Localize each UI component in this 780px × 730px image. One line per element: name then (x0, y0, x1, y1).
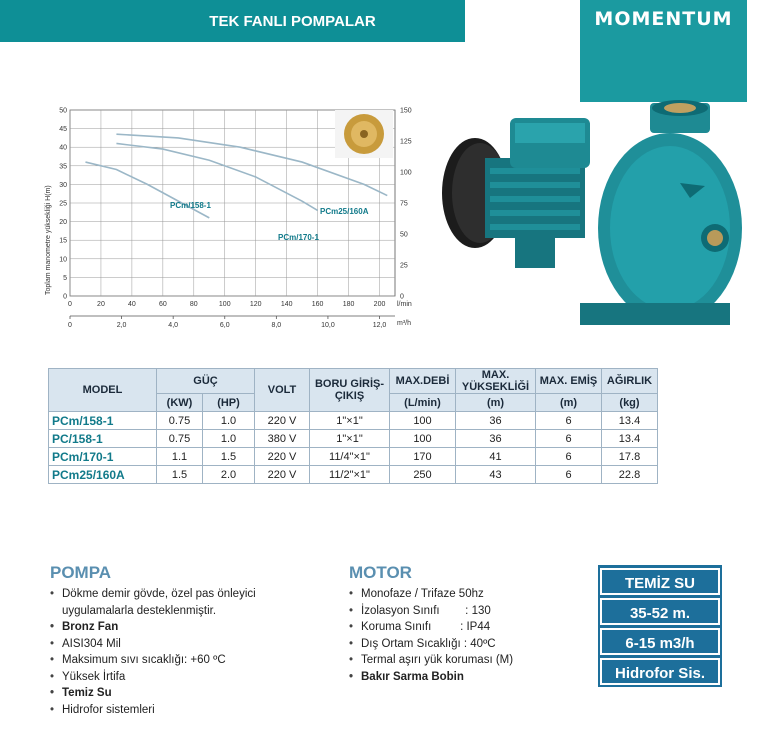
cell-agirlik: 13.4 (602, 430, 658, 448)
badge-height: 35-52 m. (600, 598, 720, 625)
x2-tick-label: 8,0 (271, 322, 282, 329)
cell-model: PCm25/160A (49, 466, 157, 484)
col-volt: VOLT (255, 369, 310, 412)
y2-tick-label: 125 (400, 138, 412, 146)
cell-agirlik: 22.8 (602, 466, 658, 484)
x-tick-label: 140 (280, 301, 293, 308)
cell-yuk: 41 (456, 448, 536, 466)
y-tick-label: 40 (59, 144, 67, 152)
y-tick-label: 15 (59, 237, 67, 245)
cell-agirlik: 17.8 (602, 448, 658, 466)
cell-model: PCm/158-1 (49, 412, 157, 430)
x-tick-label: 100 (218, 301, 231, 308)
col-yuk-unit: (m) (456, 394, 536, 412)
motor-title: MOTOR (349, 563, 412, 582)
pompa-title: POMPA (50, 563, 112, 582)
y-axis-label: Toplam manometre yüksekliği H(m) (45, 185, 52, 295)
y-tick-label: 30 (59, 181, 67, 189)
cell-yuk: 36 (456, 430, 536, 448)
y-tick-label: 5 (63, 274, 67, 282)
cell-debi: 250 (390, 466, 456, 484)
cell-boru: 1"×1" (310, 430, 390, 448)
y-tick-label: 35 (59, 163, 67, 171)
x-tick-label: 40 (128, 301, 136, 308)
x-tick-label: 180 (342, 301, 355, 308)
badge-hidrofor: Hidrofor Sis. (600, 658, 720, 685)
y-tick-label: 45 (59, 126, 67, 134)
cell-kw: 0.75 (157, 412, 203, 430)
col-debi-unit: (L/min) (390, 394, 456, 412)
table-row (49, 412, 658, 430)
cell-kw: 1.1 (157, 448, 203, 466)
list-item: • Monofaze / Trifaze 50hz (349, 586, 589, 603)
y-tick-label: 0 (63, 293, 67, 301)
col-model: MODEL (49, 369, 157, 412)
list-item: • Temiz Su (50, 685, 320, 702)
col-agirlik: AĞIRLIK (602, 369, 658, 394)
spec-table (48, 368, 658, 484)
cell-emis: 6 (536, 448, 602, 466)
cell-emis: 6 (536, 466, 602, 484)
header-title: TEK FANLI POMPALAR (209, 12, 376, 30)
x2-tick-label: 0 (68, 322, 72, 329)
cell-kw: 1.5 (157, 466, 203, 484)
cell-hp: 1.0 (203, 430, 255, 448)
cell-hp: 2.0 (203, 466, 255, 484)
col-debi: MAX.DEBİ (390, 369, 456, 394)
y2-tick-label: 25 (400, 262, 408, 270)
cell-model: PCm/170-1 (49, 448, 157, 466)
col-agirlik-unit: (kg) (602, 394, 658, 412)
list-item: • Dökme demir gövde, özel pas önleyici uygulamalarla desteklenmiştir. (50, 586, 320, 619)
x2-tick-label: 10,0 (321, 322, 335, 329)
y2-tick-label: 150 (400, 107, 412, 115)
cell-hp: 1.0 (203, 412, 255, 430)
list-item: • Hidrofor sistemleri (50, 702, 320, 719)
list-item: • Termal aşırı yük koruması (M) (349, 652, 589, 669)
cell-boru: 11/2"×1" (310, 466, 390, 484)
x-tick-label: 200 (373, 301, 386, 308)
pump-image (430, 98, 750, 338)
series-label: PCm/158-1 (170, 201, 211, 210)
cell-debi: 100 (390, 412, 456, 430)
cell-volt: 220 V (255, 466, 310, 484)
list-item: • Bakır Sarma Bobin (349, 669, 589, 686)
cell-hp: 1.5 (203, 448, 255, 466)
x2-tick-label: 2,0 (116, 322, 127, 329)
pompa-list (50, 586, 320, 718)
col-boru: BORU GİRİŞ-ÇIKIŞ (310, 369, 390, 412)
list-item: • İzolasyon Sınıfı : 130 (349, 603, 589, 620)
x-unit-label: l/min (397, 301, 412, 308)
cell-boru: 1"×1" (310, 412, 390, 430)
series-line (116, 143, 317, 210)
badge-flow: 6-15 m3/h (600, 628, 720, 655)
x-tick-label: 160 (311, 301, 324, 308)
x-tick-label: 120 (249, 301, 262, 308)
cell-yuk: 36 (456, 412, 536, 430)
cell-volt: 220 V (255, 412, 310, 430)
motor-list (349, 586, 589, 685)
col-emis-unit: (m) (536, 394, 602, 412)
col-yuk: MAX. YÜKSEKLİĞİ (456, 369, 536, 394)
list-item: • AISI304 Mil (50, 636, 320, 653)
y-tick-label: 50 (59, 107, 67, 115)
col-guc: GÜÇ (157, 369, 255, 394)
y2-tick-label: 100 (400, 169, 412, 177)
table-row (49, 448, 658, 466)
x-tick-label: 20 (97, 301, 105, 308)
cell-volt: 380 V (255, 430, 310, 448)
col-kw: (KW) (157, 394, 203, 412)
series-label: PCm/170-1 (278, 233, 319, 242)
y2-tick-label: 50 (400, 231, 408, 239)
x-tick-label: 0 (68, 301, 72, 308)
list-item: • Koruma Sınıfı : IP44 (349, 619, 589, 636)
y-tick-label: 20 (59, 219, 67, 227)
col-emis: MAX. EMİŞ (536, 369, 602, 394)
badge-temiz-su: TEMİZ SU (600, 568, 720, 595)
cell-kw: 0.75 (157, 430, 203, 448)
cell-debi: 100 (390, 430, 456, 448)
cell-model: PC/158-1 (49, 430, 157, 448)
cell-yuk: 43 (456, 466, 536, 484)
cell-volt: 220 V (255, 448, 310, 466)
list-item: • Yüksek İrtifa (50, 669, 320, 686)
list-item: • Maksimum sıvı sıcaklığı: +60 ºC (50, 652, 320, 669)
cell-emis: 6 (536, 430, 602, 448)
y2-tick-label: 0 (400, 293, 404, 301)
series-label: PCm25/160A (320, 207, 369, 216)
brand-logo: MOMENTUM (594, 8, 733, 30)
x2-tick-label: 12,0 (372, 322, 387, 329)
table-row (49, 466, 658, 484)
list-item: • Bronz Fan (50, 619, 320, 636)
table-row (49, 430, 658, 448)
x2-tick-label: 4,0 (168, 322, 179, 329)
col-hp: (HP) (203, 394, 255, 412)
y-tick-label: 25 (59, 200, 67, 208)
cell-boru: 11/4"×1" (310, 448, 390, 466)
y-tick-label: 10 (59, 256, 67, 264)
impeller-icon (335, 110, 393, 158)
x2-tick-label: 6,0 (219, 322, 230, 329)
y2-tick-label: 75 (400, 200, 408, 208)
list-item: • Dış Ortam Sıcaklığı : 40ºC (349, 636, 589, 653)
cell-emis: 6 (536, 412, 602, 430)
x2-unit-label: m³/h (397, 320, 411, 327)
performance-chart (0, 100, 420, 340)
cell-agirlik: 13.4 (602, 412, 658, 430)
cell-debi: 170 (390, 448, 456, 466)
x-tick-label: 60 (158, 301, 167, 308)
x-tick-label: 80 (189, 301, 198, 308)
